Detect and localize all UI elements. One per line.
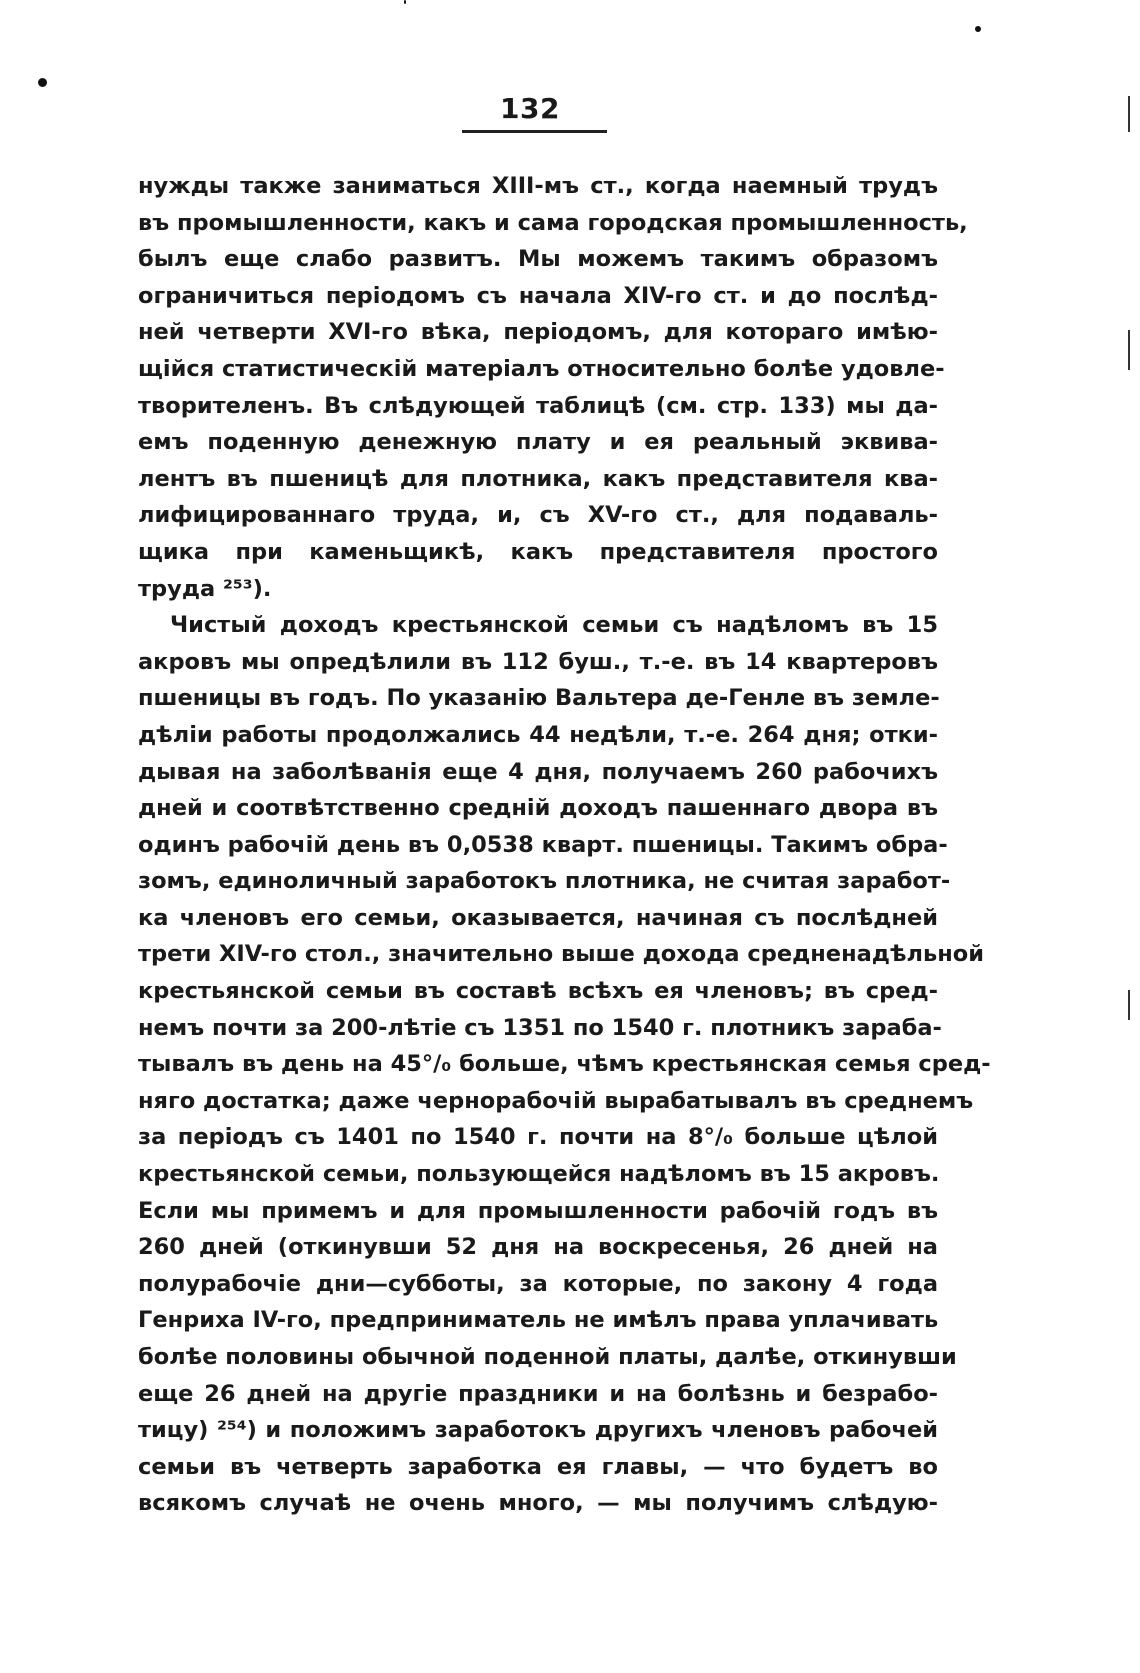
text-line: лифицированнаго труда, и, съ XV-го ст., для подаваль- [138,502,938,529]
text-line: ограничиться періодомъ съ начала XIV-го ст. и до послѣд- [138,282,938,309]
text-line: творителенъ. Въ слѣдующей таблицѣ (см. стр. 133) мы да- [138,392,938,419]
text-line: крестьянской семьи въ составѣ всѣхъ ея членовъ; въ сред- [138,978,938,1005]
text-line: Если мы примемъ и для промышленности рабочій годъ въ [138,1197,938,1224]
text-line: семьи въ четверть заработка ея главы, — что будетъ во [138,1453,938,1480]
text-line: щійся статистическій матеріалъ относительно болѣе удовле- [138,355,945,382]
text-line: пшеницы въ годъ. По указанію Вальтера де-Генле въ земле- [138,685,940,712]
scan-speck [975,26,981,32]
scan-margin-mark [1128,330,1130,370]
text-body [138,168,991,1522]
text-line: Чистый доходъ крестьянской семьи съ надѣломъ въ 15 [170,612,938,639]
text-line: полурабочіе дни—субботы, за которые, по закону 4 года [138,1270,938,1297]
text-line: 260 дней (откинувши 52 дня на воскресенья, 26 дней на [138,1234,938,1261]
text-line: тывалъ въ день на 45°/₀ больше, чѣмъ крестьянская семья сред- [138,1051,991,1078]
scan-speck [38,78,47,87]
text-line: труда ²⁵³). [138,575,272,602]
text-line: дней и соотвѣтственно средній доходъ пашеннаго двора въ [138,795,938,822]
text-line: былъ еще слабо развитъ. Мы можемъ такимъ образомъ [138,246,938,273]
text-line: зомъ, единоличный заработокъ плотника, не считая заработ- [138,868,951,895]
text-line: дѣліи работы продолжались 44 недѣли, т.-е. 264 дня; отки- [138,721,938,748]
text-line: тицу) ²⁵⁴) и положимъ заработокъ другихъ членовъ рабочей [138,1417,938,1444]
text-line: нужды также заниматься XIII-мъ ст., когда наемный трудъ [138,173,938,199]
text-line: въ промышленности, какъ и сама городская промышленность, [138,209,968,236]
text-line: трети XIV-го стол., значительно выше дохода средненадѣльной [138,941,985,968]
text-line: немъ почти за 200-лѣтіе съ 1351 по 1540 г. плотникъ зараба- [138,1014,942,1041]
text-line: емъ поденную денежную плату и ея реальный эквива- [138,429,938,456]
text-line: дывая на заболѣванія еще 4 дня, получаемъ 260 рабочихъ [138,758,938,785]
text-line: Генриха IV-го, предприниматель не имѣлъ права уплачивать [138,1307,939,1334]
text-line: крестьянской семьи, пользующейся надѣломъ въ 15 акровъ. [138,1161,940,1188]
text-line: щика при каменьщикѣ, какъ представителя простого [138,538,938,565]
text-line: всякомъ случаѣ не очень много, — мы получимъ слѣдую- [138,1490,938,1517]
scan-speck [404,0,406,4]
scan-margin-mark [1128,990,1130,1020]
text-line: няго достатка; даже чернорабочій вырабатывалъ въ среднемъ [138,1087,974,1114]
page-number-rule [462,130,607,133]
text-line: одинъ рабочій день въ 0,0538 кварт. пшеницы. Такимъ обра- [138,831,948,858]
scan-margin-mark [1128,96,1130,132]
text-line: ней четверти XVI-го вѣка, періодомъ, для котораго имѣю- [138,319,938,346]
text-line: акровъ мы опредѣлили въ 112 буш., т.-е. въ 14 квартеровъ [138,648,938,675]
text-line: за періодъ съ 1401 по 1540 г. почти на 8°/₀ больше цѣлой [138,1124,938,1151]
text-line: лентъ въ пшеницѣ для плотника, какъ представителя ква- [138,465,938,492]
page-number: 132 [500,92,560,125]
text-line: ка членовъ его семьи, оказывается, начиная съ послѣдней [138,904,938,931]
text-line: еще 26 дней на другіе праздники и на болѣзнь и безрабо- [138,1380,938,1407]
text-line: болѣе половины обычной поденной платы, далѣе, откинувши [138,1344,957,1370]
